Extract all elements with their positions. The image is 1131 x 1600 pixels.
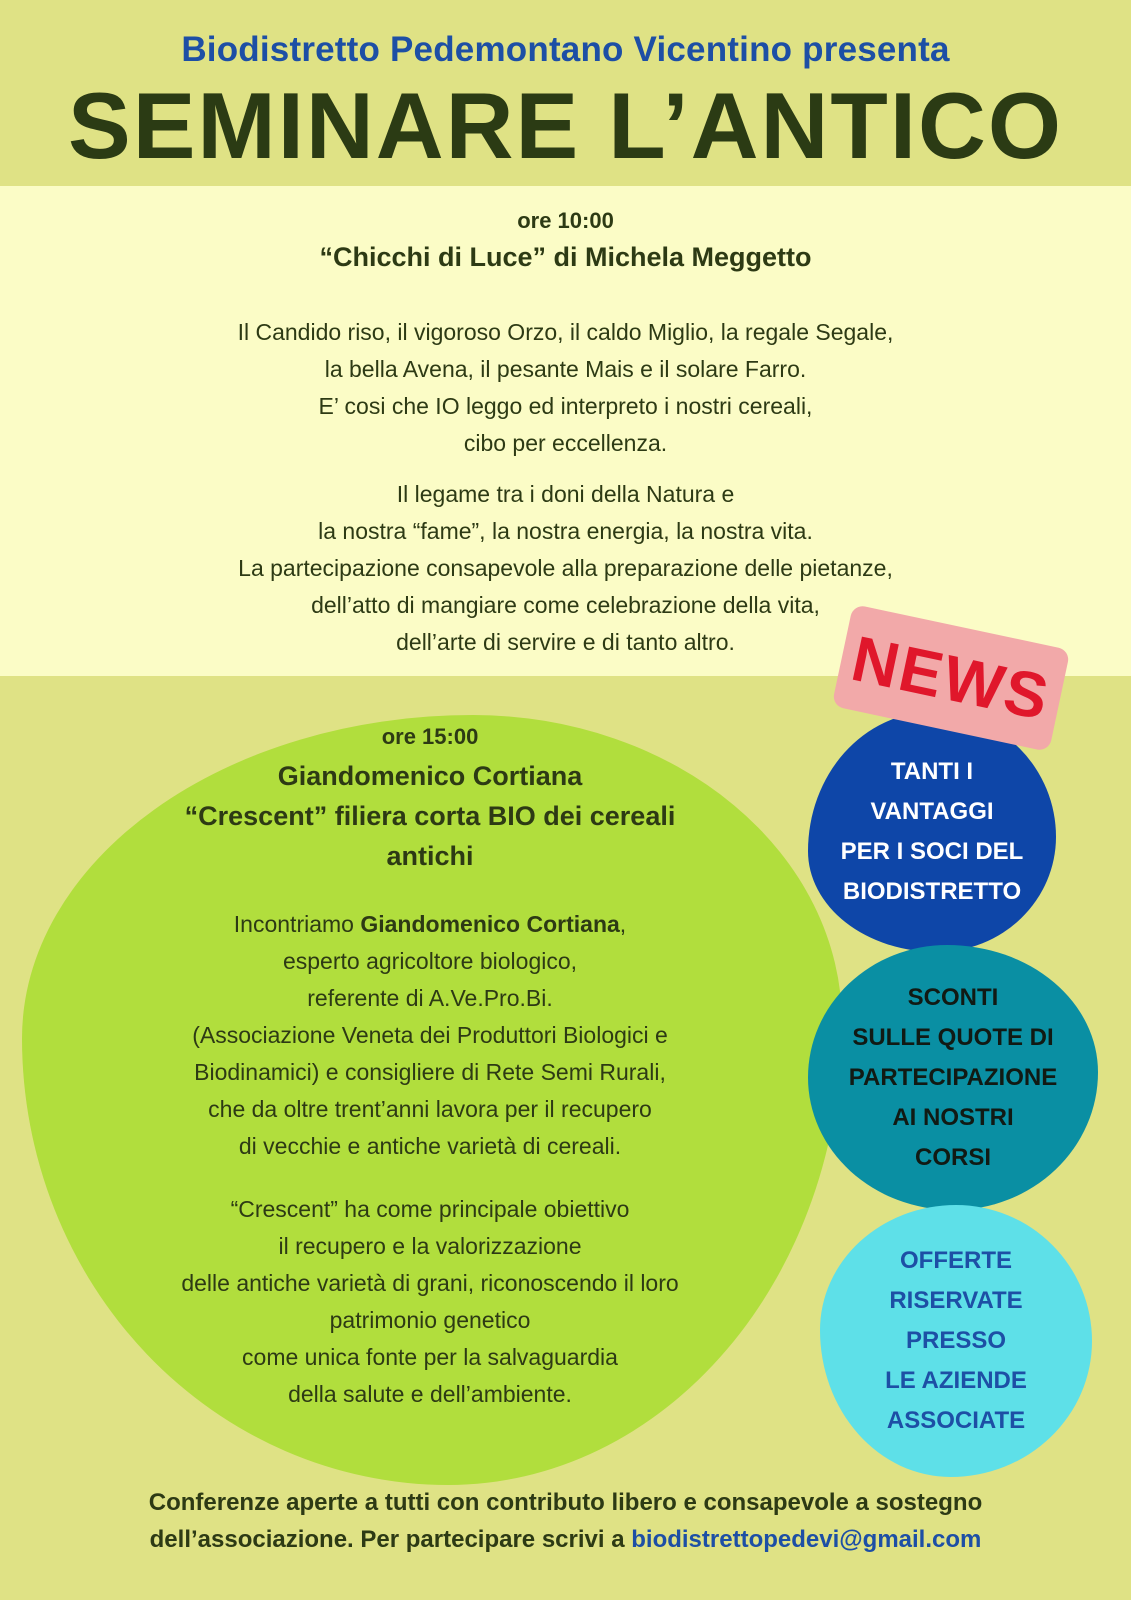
morning-time: ore 10:00 [517,208,614,233]
bubble-line: SCONTI [907,983,999,1011]
speaker-name: Giandomenico Cortiana [360,911,620,937]
bubble-line: PARTECIPAZIONE [848,1063,1058,1091]
text-line: la bella Avena, il pesante Mais e il solare Farro. [324,356,807,382]
text-line: E’ cosi che IO leggo ed interpreto i nostri cereali, [318,393,813,419]
text-line: il recupero e la valorizzazione [278,1233,582,1259]
bubble-line: SULLE QUOTE DI [852,1023,1054,1051]
text-line: delle antiche varietà di grani, riconoscendo il loro [181,1270,679,1296]
bubble-discounts [808,945,1098,1210]
morning-session [0,186,1131,676]
text-line: dell’atto di mangiare come celebrazione della vita, [311,592,820,618]
text-line: la nostra “fame”, la nostra energia, la nostra vita. [318,518,813,544]
morning-paragraph-1 [0,314,1131,462]
footer-line-2 [0,1521,1131,1558]
text-line: di vecchie e antiche varietà di cereali. [238,1133,622,1159]
text-line: “Crescent” ha come principale obiettivo [230,1196,630,1222]
afternoon-session [110,722,750,1413]
bubble-member-benefits [808,712,1056,952]
afternoon-paragraph-2 [110,1191,750,1413]
footer [0,1484,1131,1558]
afternoon-talk-title [110,756,750,876]
footer-text: dell’associazione. Per partecipare scrivi a [149,1526,632,1553]
bubble-line: RISERVATE [889,1287,1023,1314]
bubble-line: PER I SOCI DEL [840,838,1024,865]
bubble-line: AI NOSTRI [892,1103,1014,1131]
presenter-line: Biodistretto Pedemontano Vicentino presenta [181,30,950,69]
text-line: patrimonio genetico [329,1307,531,1333]
afternoon-paragraph-1 [110,906,750,1165]
event-title: SEMINARE L’ANTICO [68,73,1063,178]
afternoon-time: ore 15:00 [381,724,479,749]
text-line: esperto agricoltore biologico, [282,948,578,974]
bubble-line: PRESSO [905,1327,1007,1354]
email-link[interactable]: biodistrettopedevi@gmail.com [631,1526,982,1553]
comma: , [619,911,627,937]
morning-talk-title: “Chicchi di Luce” di Michela Meggetto [319,242,812,272]
text-line: che da oltre trent’anni lavora per il recupero [208,1096,652,1122]
intro-text: Incontriamo [233,911,361,937]
text-line: (Associazione Veneta dei Produttori Biologici e [192,1022,668,1048]
text-line: Biodinamici) e consigliere di Rete Semi Rurali, [194,1059,666,1085]
text-line: della salute e dell’ambiente. [288,1381,572,1407]
footer-line-1: Conferenze aperte a tutti con contributo libero e consapevole a sostegno [148,1489,983,1516]
bubble-line: LE AZIENDE [885,1367,1027,1394]
bubble-offers [820,1205,1092,1477]
text-line: Il Candido riso, il vigoroso Orzo, il caldo Miglio, la regale Segale, [237,319,894,345]
text-line: cibo per eccellenza. [463,430,668,456]
text-line: referente di A.Ve.Pro.Bi. [307,985,553,1011]
text-line [110,906,750,943]
title-line: antichi [386,841,474,871]
text-line: La partecipazione consapevole alla preparazione delle pietanze, [238,555,893,581]
text-line: Il legame tra i doni della Natura e [396,481,735,507]
bubble-line: OFFERTE [900,1247,1012,1274]
bubble-line: BIODISTRETTO [842,878,1022,905]
news-label: NEWS [845,621,1057,735]
title-line: Giandomenico Cortiana [277,761,583,791]
text-line: dell’arte di servire e di tanto altro. [396,629,735,655]
bubble-line: ASSOCIATE [886,1407,1026,1434]
bubble-line: CORSI [914,1143,991,1171]
title-line: “Crescent” filiera corta BIO dei cereali [184,801,676,831]
header [0,0,1131,186]
bubble-line: VANTAGGI [870,798,994,825]
text-line: come unica fonte per la salvaguardia [242,1344,618,1370]
bubble-line: TANTI I [890,758,974,785]
